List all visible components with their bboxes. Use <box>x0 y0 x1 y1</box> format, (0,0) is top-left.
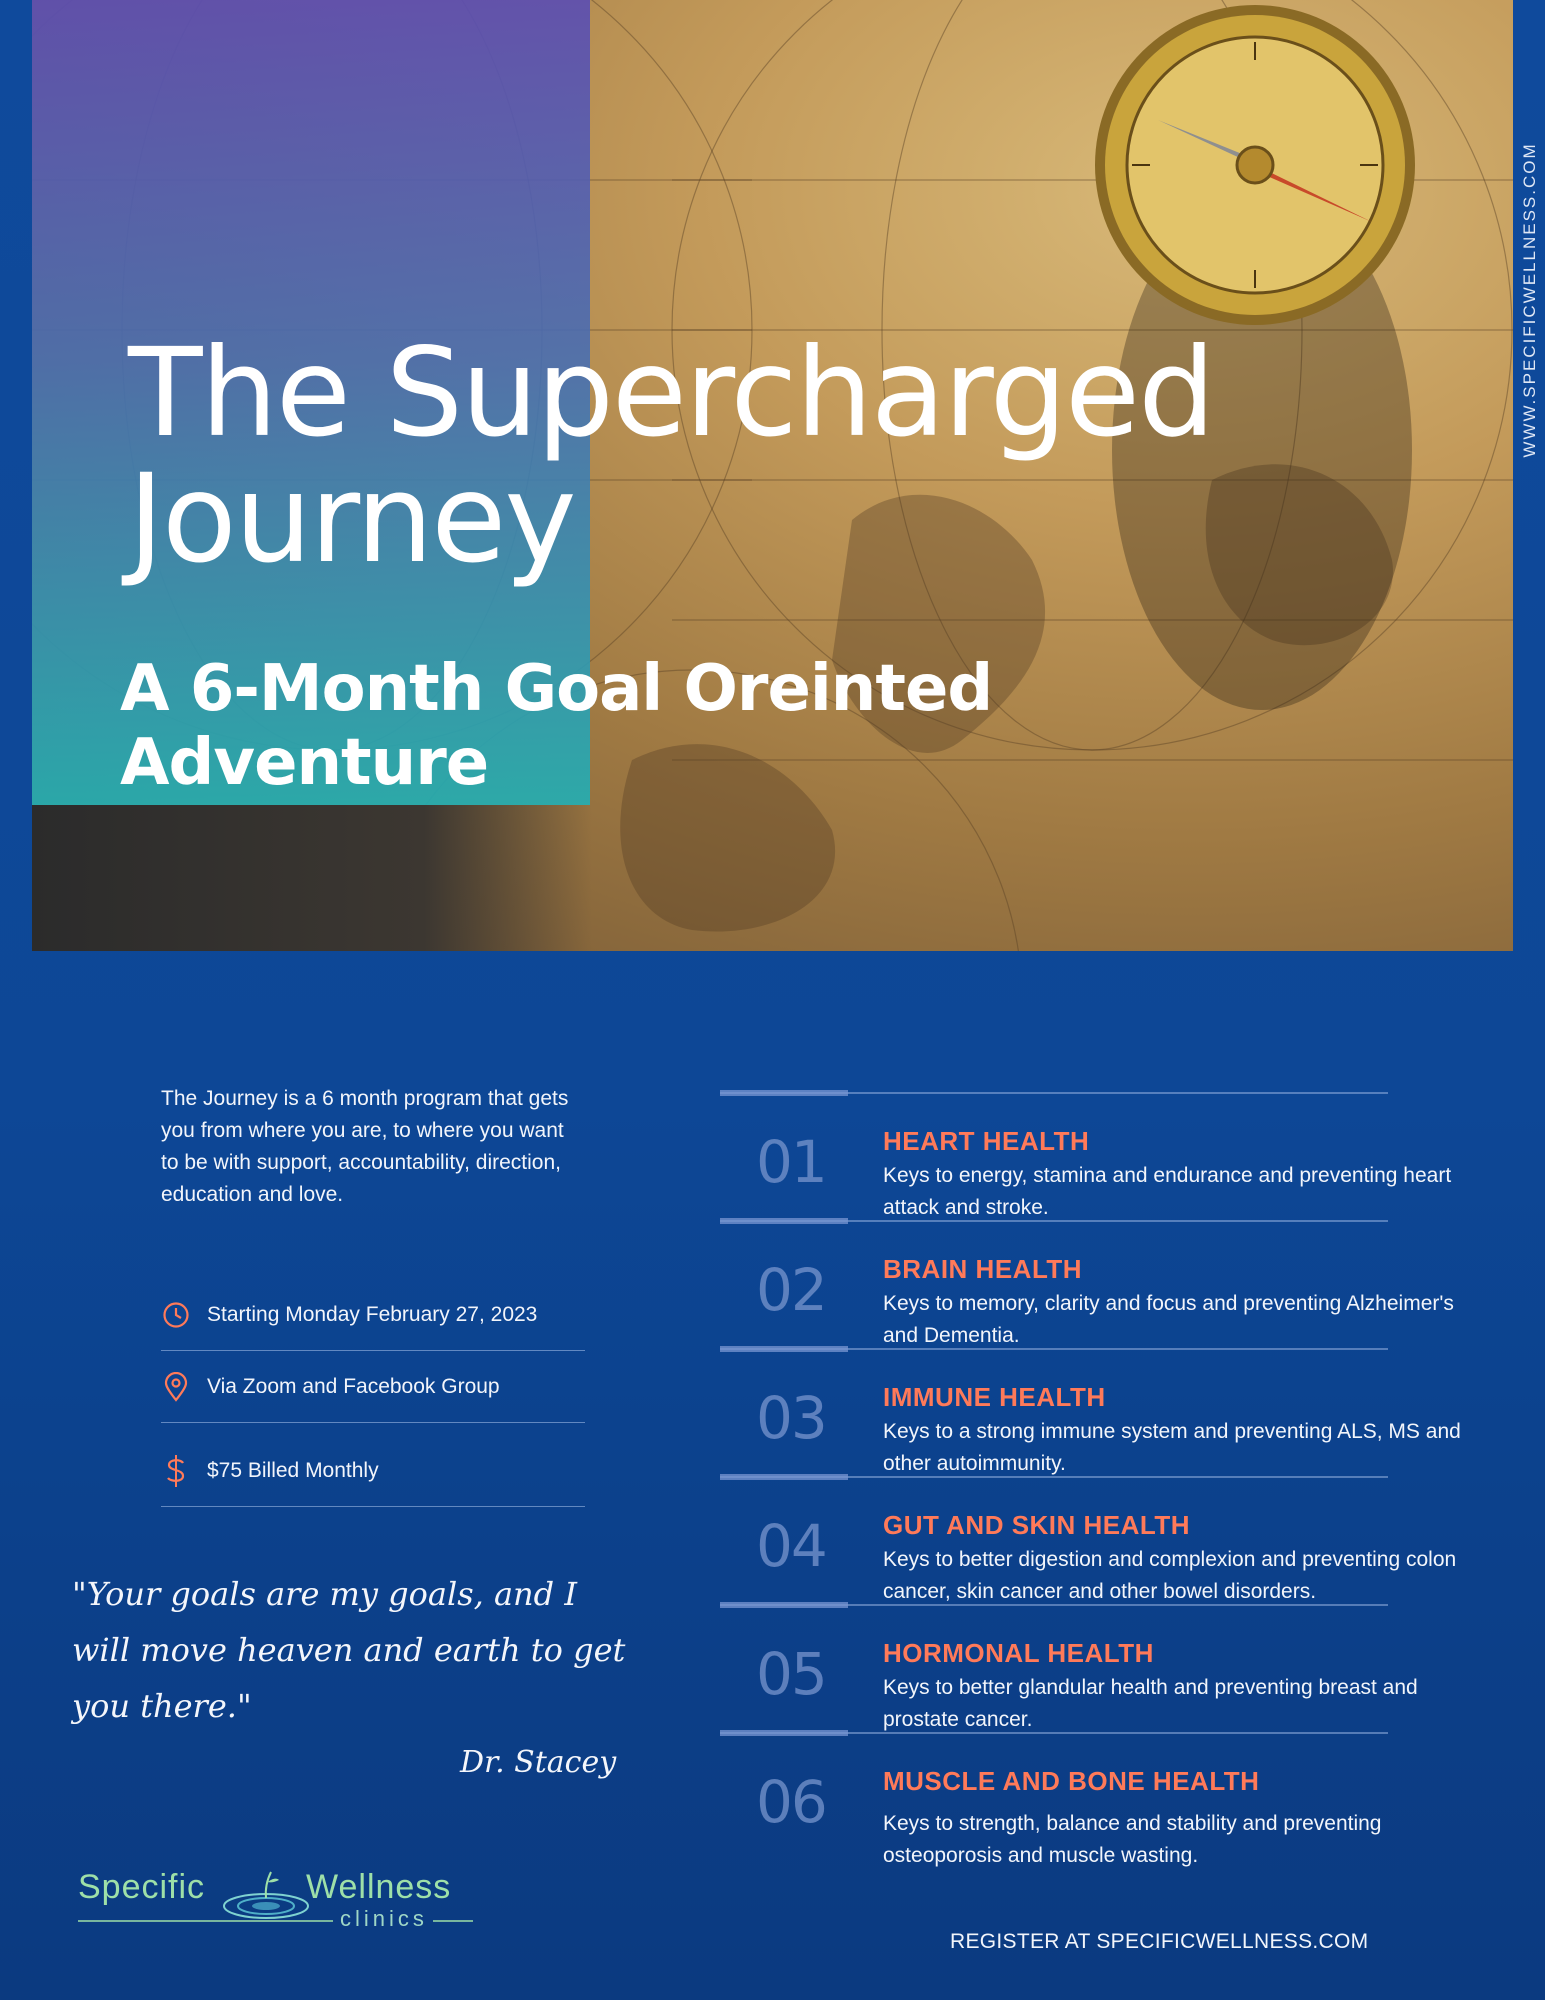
topic-item <box>720 1348 1480 1476</box>
topic-description: Keys to better digestion and complexion and preventing colon cancer, skin cancer and other bowel disorders. <box>883 1548 1457 1603</box>
divider <box>720 1476 1388 1478</box>
divider <box>720 1348 1388 1350</box>
topic-number: 04 <box>756 1512 826 1580</box>
topic-item <box>720 1732 1480 1867</box>
topic-number: 02 <box>756 1256 826 1324</box>
info-row-start-date <box>161 1280 585 1351</box>
price-text: $75 Billed Monthly <box>207 1459 379 1482</box>
website-vertical-text: WWW.SPECIFICWELLNESS.COM <box>1520 142 1539 458</box>
divider <box>720 1604 1388 1606</box>
title-line-1: The Supercharged <box>128 322 1214 464</box>
title-line-2: Journey <box>128 448 575 590</box>
intro-paragraph: The Journey is a 6 month program that gets you from where you are, to where you want to be with support, accountability, direction, education and love. <box>161 1087 569 1206</box>
clock-icon <box>161 1300 191 1330</box>
topic-item <box>720 1476 1480 1604</box>
register-link[interactable]: REGISTER AT SPECIFICWELLNESS.COM <box>950 1930 1369 1953</box>
topic-item <box>720 1604 1480 1732</box>
topic-description: Keys to memory, clarity and focus and preventing Alzheimer's and Dementia. <box>883 1292 1454 1347</box>
topic-title: HORMONAL HEALTH <box>883 1638 1154 1668</box>
location-pin-icon <box>161 1372 191 1402</box>
info-row-location <box>161 1352 585 1423</box>
specific-wellness-logo <box>78 1846 478 1936</box>
divider <box>720 1732 1388 1734</box>
topic-number: 03 <box>756 1384 826 1452</box>
quote-author: Dr. Stacey <box>460 1745 617 1780</box>
topic-title: MUSCLE AND BONE HEALTH <box>883 1766 1260 1796</box>
topic-description: Keys to a strong immune system and preventing ALS, MS and other autoimmunity. <box>883 1420 1461 1475</box>
page-title <box>128 322 1328 590</box>
topic-number: 05 <box>756 1640 826 1708</box>
location-text: Via Zoom and Facebook Group <box>207 1375 500 1398</box>
logo-word-wellness: Wellness <box>306 1868 452 1906</box>
start-date-text: Starting Monday February 27, 2023 <box>207 1303 538 1326</box>
testimonial-quote: "Your goals are my goals, and I will move heaven and earth to get you there." <box>72 1575 626 1725</box>
health-topics-list <box>720 1092 1480 1867</box>
compass-image <box>1062 0 1442 350</box>
topic-description: Keys to strength, balance and stability and preventing osteoporosis and muscle wasting. <box>883 1812 1382 1867</box>
topic-number: 01 <box>756 1128 826 1196</box>
divider <box>720 1092 1388 1094</box>
topic-item <box>720 1220 1480 1348</box>
divider <box>720 1220 1388 1222</box>
info-row-price <box>161 1436 585 1507</box>
topic-number: 06 <box>756 1768 826 1836</box>
page-subtitle: A 6-Month Goal Oreinted Adventure <box>120 652 993 800</box>
topic-title: IMMUNE HEALTH <box>883 1382 1106 1412</box>
dollar-icon <box>161 1456 191 1486</box>
topic-title: BRAIN HEALTH <box>883 1254 1083 1284</box>
dark-band <box>32 805 592 951</box>
topic-description: Keys to better glandular health and preventing breast and prostate cancer. <box>883 1676 1418 1731</box>
topic-title: GUT AND SKIN HEALTH <box>883 1510 1191 1540</box>
logo-word-clinics: clinics <box>340 1906 428 1931</box>
topic-item <box>720 1092 1480 1220</box>
topic-description: Keys to energy, stamina and endurance and preventing heart attack and stroke. <box>883 1164 1452 1219</box>
logo-word-specific: Specific <box>78 1868 206 1906</box>
topic-title: HEART HEALTH <box>883 1126 1090 1156</box>
